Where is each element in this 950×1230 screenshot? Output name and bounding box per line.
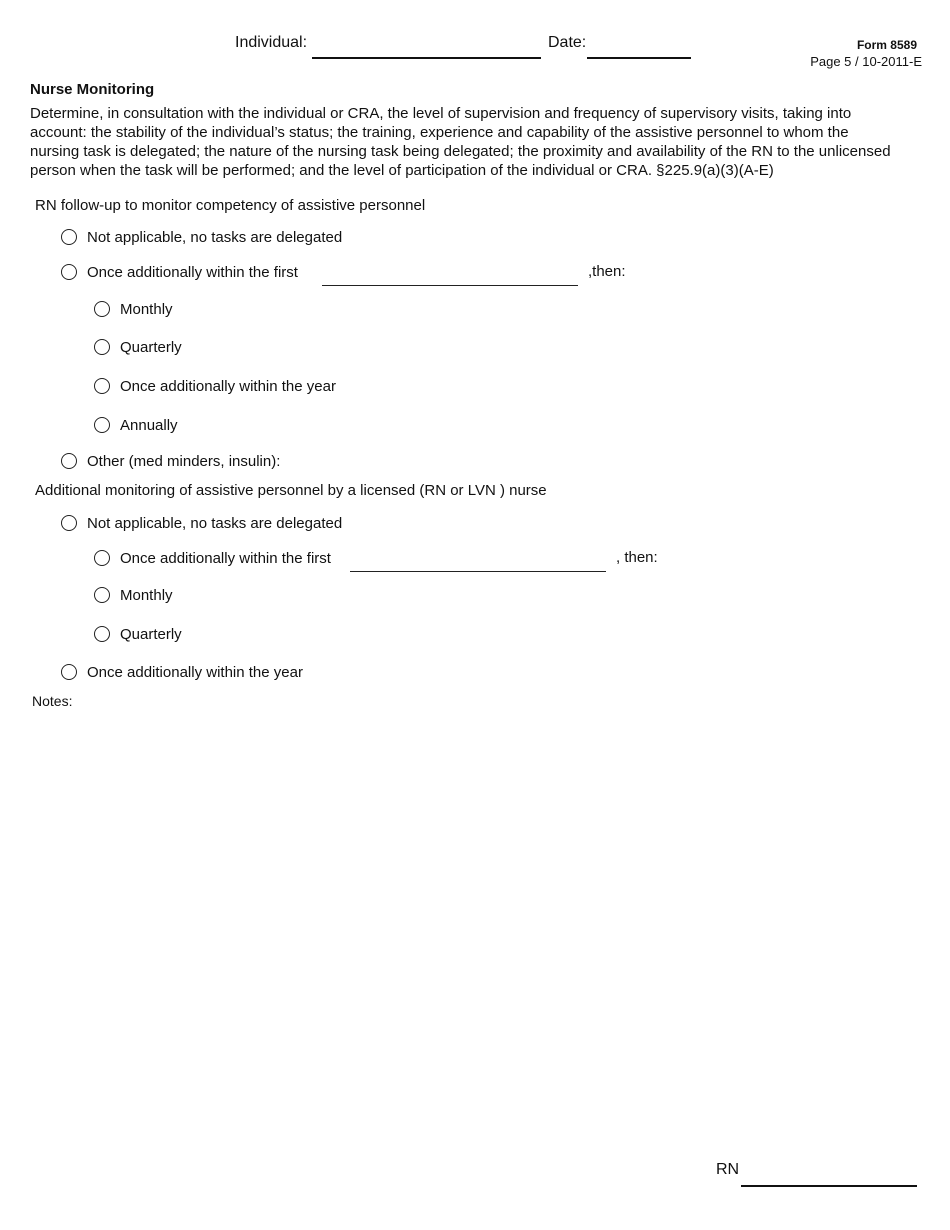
option-label: Once additionally within the first <box>120 549 331 567</box>
additional-option-monthly[interactable] <box>94 585 173 605</box>
radio-button[interactable] <box>61 453 77 469</box>
option-label: Not applicable, no tasks are delegated <box>87 514 343 532</box>
rn-option-once-within-first[interactable] <box>61 262 298 282</box>
option-label: Monthly <box>120 586 173 604</box>
rn-option-once-within-year[interactable] <box>94 376 336 396</box>
rn-option-monthly[interactable] <box>94 299 173 319</box>
radio-button[interactable] <box>61 229 77 245</box>
additional-option-quarterly[interactable] <box>94 624 182 644</box>
rn-option-quarterly[interactable] <box>94 337 182 357</box>
option-label: Monthly <box>120 300 173 318</box>
rn-followup-label: RN follow-up to monitor competency of assistive personnel <box>35 197 426 214</box>
rn-option-not-applicable[interactable] <box>61 227 342 247</box>
rn-signature-field[interactable] <box>741 1185 917 1187</box>
rn-option-other[interactable] <box>61 451 280 471</box>
option-label: Not applicable, no tasks are delegated <box>87 228 343 246</box>
individual-field[interactable] <box>312 57 541 59</box>
page-info: Page 5 / 10-2011-E <box>810 54 922 69</box>
additional-option-once-within-first[interactable] <box>94 548 331 568</box>
option-label: Once additionally within the year <box>87 663 303 681</box>
date-label: Date: <box>548 34 587 51</box>
option-label: Once additionally within the first <box>87 263 298 281</box>
option-label: Quarterly <box>120 338 182 356</box>
radio-button[interactable] <box>94 626 110 642</box>
rn-option-annually[interactable] <box>94 415 178 435</box>
rn-signature-label: RN <box>716 1161 740 1178</box>
then-label: ,then: <box>588 263 626 280</box>
option-label: Annually <box>120 416 178 434</box>
individual-label: Individual: <box>235 34 308 51</box>
radio-button[interactable] <box>94 587 110 603</box>
option-label: Other (med minders, insulin): <box>87 452 281 470</box>
additional-option-once-within-year[interactable] <box>61 662 303 682</box>
date-field[interactable] <box>587 57 691 59</box>
additional-monitoring-label: Additional monitoring of assistive personnel by a licensed (RN or LVN ) nurse <box>35 482 547 499</box>
section-description: Determine, in consultation with the individual or CRA, the level of supervision and frequency of supervisory visits, taking into account: the stability of the individual’s status; the training, experience and capability of the assistive personnel to whom the nursing task is delegated; the nature of the nursing task being delegated; the proximity and availability of the RN to the unlicensed person when the task will be performed; and the level of participation of the individual or CRA. §225.9(a)(3)(A-E) <box>30 105 891 179</box>
radio-button[interactable] <box>94 417 110 433</box>
then-label: , then: <box>616 549 658 566</box>
radio-button[interactable] <box>94 339 110 355</box>
notes-area[interactable] <box>30 714 920 1144</box>
radio-button[interactable] <box>61 664 77 680</box>
radio-button[interactable] <box>94 378 110 394</box>
radio-button[interactable] <box>61 515 77 531</box>
radio-button[interactable] <box>94 550 110 566</box>
additional-period-field[interactable] <box>350 571 606 572</box>
option-label: Quarterly <box>120 625 182 643</box>
rn-period-field[interactable] <box>322 285 578 286</box>
radio-button[interactable] <box>94 301 110 317</box>
additional-option-not-applicable[interactable] <box>61 513 342 533</box>
form-number: Form 8589 <box>856 38 917 52</box>
radio-button[interactable] <box>61 264 77 280</box>
section-title: Nurse Monitoring <box>30 81 155 98</box>
option-label: Once additionally within the year <box>120 377 336 395</box>
notes-label: Notes: <box>32 693 73 709</box>
